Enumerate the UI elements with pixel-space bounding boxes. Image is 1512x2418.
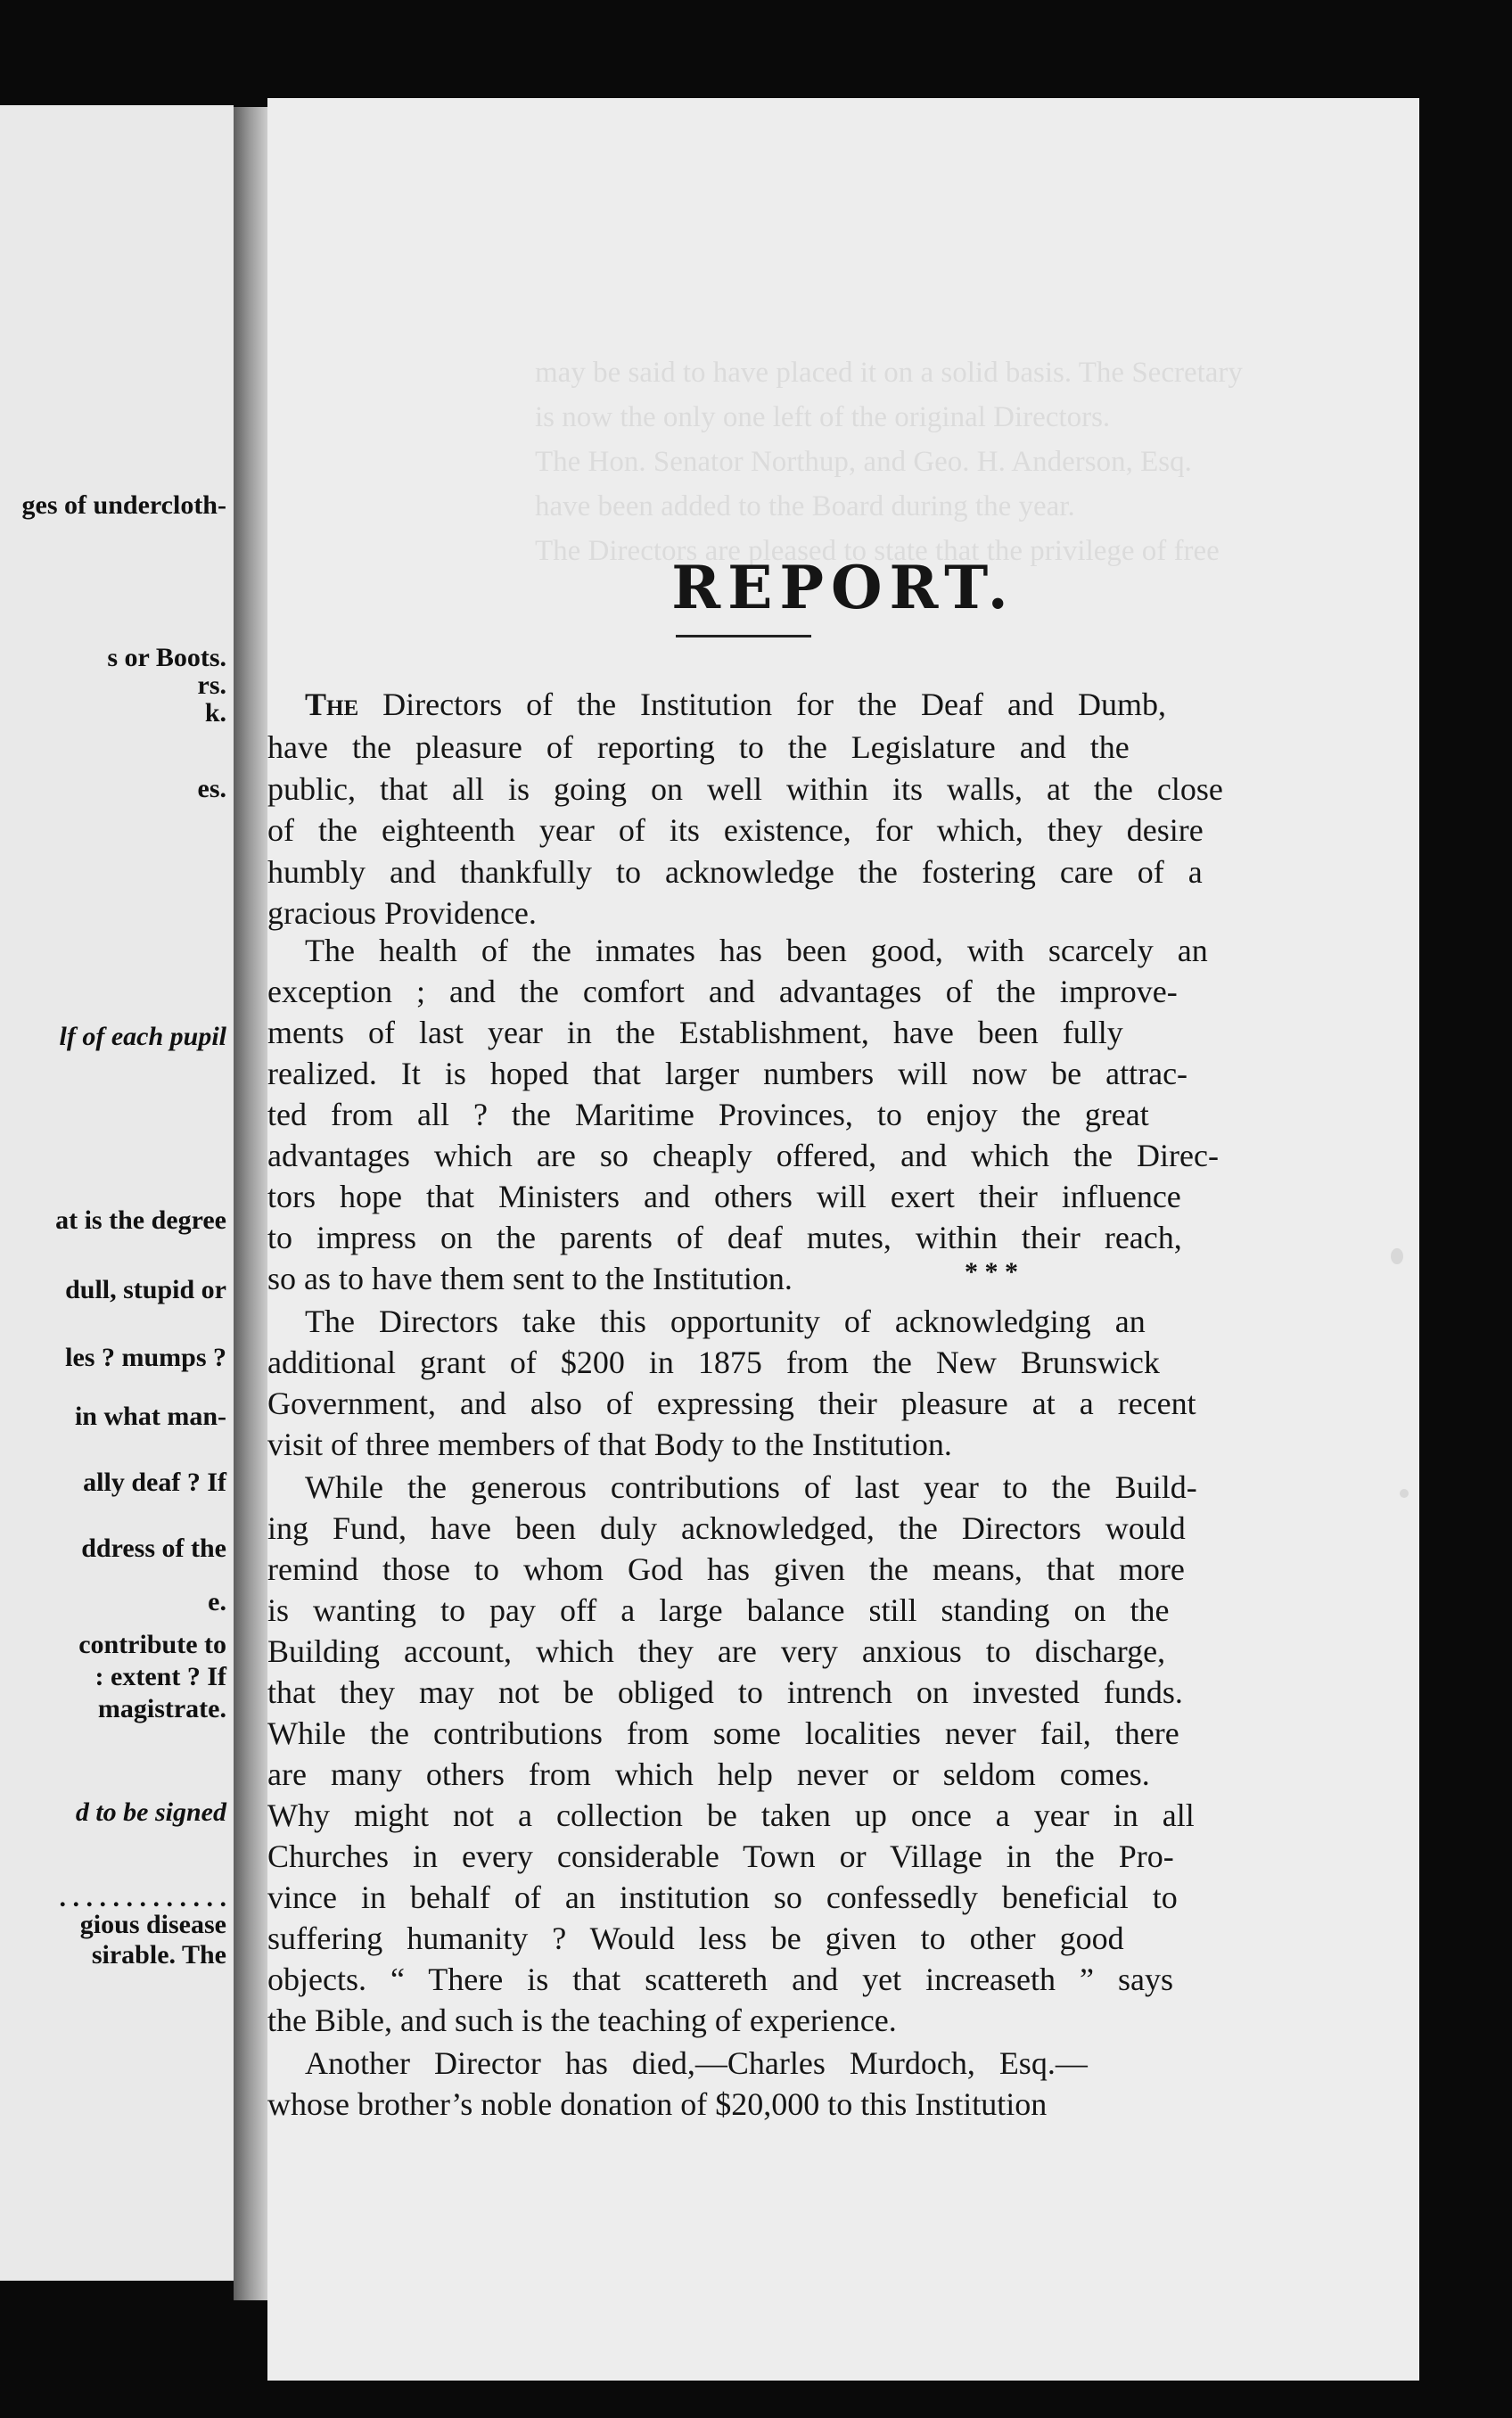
report-line: ted from all ? the Maritime Provinces, to enjoy the great: [267, 1097, 1149, 1132]
previous-page-fragment: [0, 105, 234, 2281]
left-page-line: gious disease: [79, 1910, 226, 1939]
report-line: have the pleasure of reporting to the Legislature and the: [267, 729, 1130, 765]
report-line: The Directors take this opportunity of acknowledging an: [305, 1304, 1146, 1339]
report-line: is wanting to pay off a large balance still standing on the: [267, 1592, 1170, 1628]
report-line: humbly and thankfully to acknowledge the fostering care of a: [267, 854, 1203, 890]
report-line: public, that all is going on well within its walls, at the close: [267, 771, 1223, 807]
left-page-line: ges of undercloth-: [21, 490, 226, 520]
report-line: Churches in every considerable Town or Village in the Pro-: [267, 1838, 1174, 1874]
report-line: Building account, which they are very anxious to discharge,: [267, 1633, 1166, 1669]
report-line: Another Director has died,—Charles Murdoch, Esq.—: [305, 2045, 1088, 2081]
page-title: REPORT.: [671, 553, 1015, 622]
left-page-line: sirable. The: [91, 1940, 226, 1970]
left-page-line: : extent ? If: [94, 1662, 226, 1691]
report-line: that they may not be obliged to intrench on invested funds.: [267, 1674, 1183, 1710]
report-line: gracious Providence.: [267, 895, 537, 931]
report-line: ments of last year in the Establishment, have been fully: [267, 1015, 1123, 1050]
report-line: the Bible, and such is the teaching of experience.: [267, 2003, 897, 2038]
left-page-line: contribute to: [78, 1630, 226, 1659]
left-page-line: d to be signed: [75, 1797, 226, 1827]
left-page-line: ddress of the: [81, 1534, 226, 1563]
title-rule: [676, 635, 811, 637]
left-page-line: k.: [204, 698, 226, 728]
report-line: While the contributions from some localities never fail, there: [267, 1715, 1179, 1751]
report-line: objects. “ There is that scattereth and yet increaseth ” says: [267, 1962, 1173, 1997]
report-line: to impress on the parents of deaf mutes, within their reach,: [267, 1220, 1182, 1255]
left-page-line: ally deaf ? If: [83, 1468, 226, 1497]
report-line: are many others from which help never or seldom comes.: [267, 1756, 1150, 1792]
left-page-line: les ? mumps ?: [65, 1343, 226, 1372]
report-line: suffering humanity ? Would less be given to other good: [267, 1920, 1124, 1956]
left-page-line: rs.: [197, 670, 226, 700]
report-line: Why might not a collection be taken up once a year in all: [267, 1797, 1195, 1833]
left-page-line: lf of each pupil: [59, 1022, 226, 1051]
report-line: vince in behalf of an institution so confessedly beneficial to: [267, 1879, 1178, 1915]
report-line: whose brother’s noble donation of $20,000 to this Institution: [267, 2086, 1048, 2122]
paper-speck: [1391, 1248, 1403, 1264]
report-line: realized. It is hoped that larger numbers will now be attrac-: [267, 1056, 1188, 1091]
report-line: so as to have them sent to the Institution.: [267, 1261, 793, 1296]
left-page-line: at is the degree: [55, 1205, 226, 1235]
left-page-line: dull, stupid or: [65, 1275, 226, 1304]
report-line: advantages which are so cheaply offered, and which the Direc-: [267, 1138, 1219, 1173]
paper-speck: [1400, 1489, 1409, 1498]
left-page-line: in what man-: [74, 1402, 226, 1431]
report-line: remind those to whom God has given the means, that more: [267, 1551, 1185, 1587]
report-page: may be said to have placed it on a solid basis. The Secretary is now the only one left of the original Directors. The Hon. Senator Northup, and Geo. H. Anderson, Esq. have been added to the Board during the year. The Directors are pleased to state that the privilege of free REPORT. The Directors of the Institution for the Deaf and Dumb, have the pleasure of reporting to the Legislature and the public, that all is going on well within its walls, at the close of the eighteenth year of its existence, for which, they desire humbly and thankfully to acknowledge the fostering care of a gracious Providence. The health of the inmates has been good, with scarcely an exception ; and the comfort and advantages of the improve- ments of last year in the Establishment, have been fully realized. It is hoped that larger numbers will now be attrac- ted from all ? the Maritime Provinces, to enjoy the great advantages which are so cheaply offered, and which the Direc- tors hope that Ministers and others will exert their influence to impress on the parents of deaf mutes, within their reach, so as to have them sent to the Institution. * * * The Directors take this opportunity of acknowledging an additional grant of $200 in 1875 from the New Brunswick Government, and also of expressing their pleasure at a recent visit of three members of that Body to the Institution. While the generous contributions of last year to the Build- ing Fund, have been duly acknowledged, the Directors would remind those to whom God has given the means, that more is wanting to pay off a large balance still standing on the Building account, which they are very anxious to discharge, that they may not be obliged to intrench on invested funds. While the contributions from some localities never fail, there are many others from which help never or seldom comes. Why might not a collection be taken up once a year in all Churches in every considerable Town or Village in the Pro- vince in behalf of an institution so confessedly beneficial to suffering humanity ? Would less be given to other good objects. “ There is that scattereth and yet increaseth ” says the Bible, and such is the teaching of experience. Another Director has died,—Charles Murdoch, Esq.— whose brother’s noble donation of $20,000 to this Institution: [267, 98, 1419, 2381]
left-page-line: es.: [197, 774, 226, 803]
left-page-line: . . . . . . . . . . . . .: [59, 1883, 226, 1912]
report-line: of the eighteenth year of its existence, for which, they desire: [267, 812, 1204, 848]
left-page-line: e.: [208, 1587, 226, 1616]
report-line: The health of the inmates has been good, with scarcely an: [305, 933, 1208, 968]
left-page-line: magistrate.: [97, 1694, 226, 1723]
report-line: Government, and also of expressing their pleasure at a recent: [267, 1386, 1196, 1421]
section-break-stars: * * *: [965, 1257, 1018, 1287]
lead-word: The: [305, 687, 359, 722]
report-line: tors hope that Ministers and others will exert their influence: [267, 1179, 1181, 1214]
report-line: additional grant of $200 in 1875 from the New Brunswick: [267, 1345, 1160, 1380]
left-page-line: s or Boots.: [107, 643, 226, 672]
report-line: The Directors of the Institution for the Deaf and Dumb,: [305, 687, 1166, 722]
report-line: visit of three members of that Body to the Institution.: [267, 1427, 952, 1462]
report-line: While the generous contributions of last year to the Build-: [305, 1469, 1197, 1505]
report-line: ing Fund, have been duly acknowledged, the Directors would: [267, 1510, 1186, 1546]
report-line: exception ; and the comfort and advantages of the improve-: [267, 974, 1178, 1009]
